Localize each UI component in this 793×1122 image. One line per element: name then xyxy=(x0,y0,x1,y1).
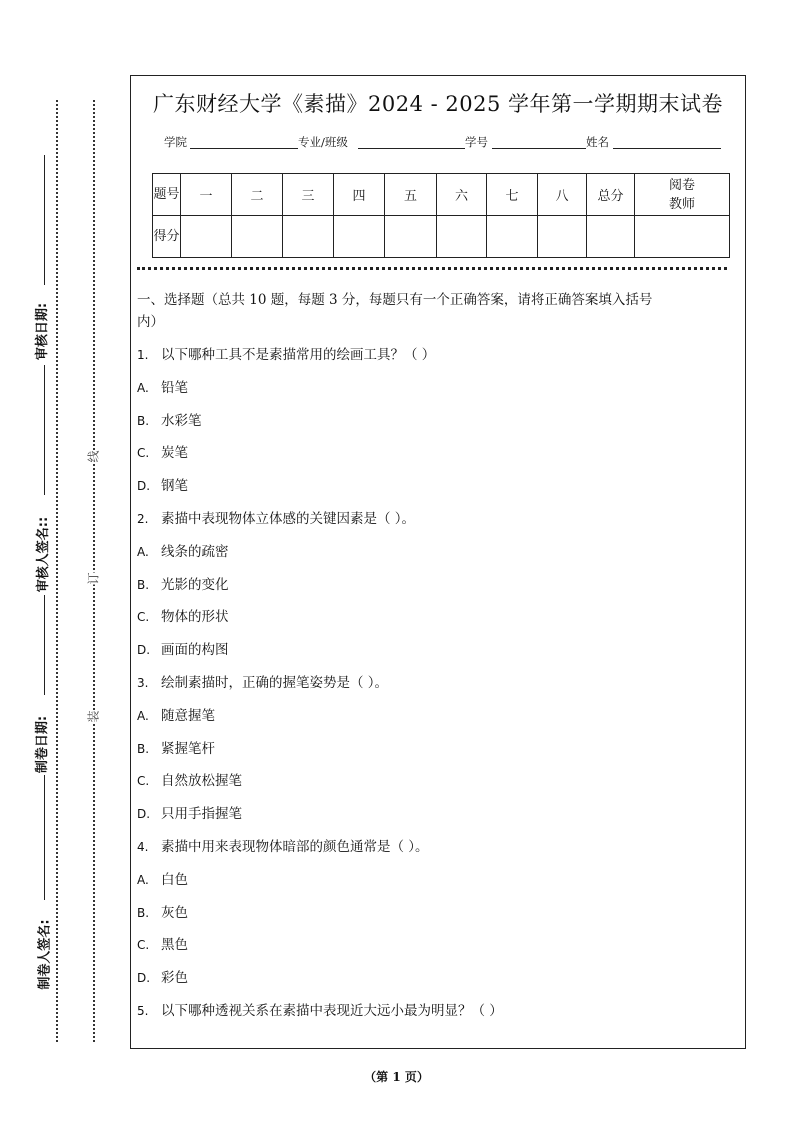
reviewer-date-label: 审核日期: xyxy=(35,302,51,361)
option-text: 钢笔 xyxy=(161,478,188,495)
student-id-label: 学号 xyxy=(465,135,488,149)
maker-signature-label: 制卷人签名: xyxy=(37,919,53,990)
score-cell[interactable] xyxy=(635,216,730,258)
option-letter: D. xyxy=(137,807,151,822)
score-table xyxy=(152,173,730,258)
option-text: 随意握笔 xyxy=(161,707,215,724)
option-letter: C. xyxy=(137,774,150,789)
option[interactable] xyxy=(137,405,737,438)
option-letter: A. xyxy=(137,380,149,395)
option[interactable] xyxy=(137,372,737,405)
score-cell[interactable] xyxy=(587,216,635,258)
option[interactable] xyxy=(137,601,737,634)
section-heading-line2: 内） xyxy=(137,314,164,330)
reviewer-date-line xyxy=(44,155,45,285)
score-cell[interactable] xyxy=(283,216,334,258)
option-letter: B. xyxy=(137,413,150,428)
score-cell[interactable] xyxy=(181,216,232,258)
question-2 xyxy=(137,503,737,536)
option-letter: C. xyxy=(137,610,150,625)
option-text: 自然放松握笔 xyxy=(161,773,242,790)
question-text: 以下哪种工具不是素描常用的绘画工具？（ ） xyxy=(161,347,436,363)
option-text: 水彩笔 xyxy=(161,412,202,429)
option-text: 黑色 xyxy=(161,937,188,954)
row-label-score: 得分 xyxy=(153,216,181,258)
col-total: 总分 xyxy=(587,174,635,216)
score-table-header-row xyxy=(153,174,730,216)
option[interactable] xyxy=(137,569,737,602)
option-text: 铅笔 xyxy=(161,379,188,396)
college-field[interactable] xyxy=(190,148,298,149)
option-text: 灰色 xyxy=(161,904,188,921)
grader-label: 阅卷教师 xyxy=(668,177,695,212)
option[interactable] xyxy=(137,437,737,470)
score-cell[interactable] xyxy=(385,216,437,258)
section-heading-line1: 一、选择题（总共 10 题，每题 3 分，每题只有一个正确答案，请将正确答案填入括号 xyxy=(137,292,653,308)
question-number: 3. xyxy=(137,675,149,690)
row-label-question-number: 题号 xyxy=(153,174,181,216)
col-2: 二 xyxy=(232,174,283,216)
question-text: 素描中用来表现物体暗部的颜色通常是（ ）。 xyxy=(161,838,429,855)
option[interactable] xyxy=(137,765,737,798)
name-field[interactable] xyxy=(613,148,721,149)
binding-dotted-line-outer xyxy=(56,100,58,1042)
option-letter: A. xyxy=(137,708,149,723)
score-cell[interactable] xyxy=(437,216,487,258)
col-7: 七 xyxy=(487,174,538,216)
college-label: 学院 xyxy=(164,135,187,149)
score-table-score-row xyxy=(153,216,730,258)
option-text: 物体的形状 xyxy=(161,609,229,626)
option[interactable] xyxy=(137,962,737,995)
question-number: 4. xyxy=(137,839,149,854)
question-text: 素描中表现物体立体感的关键因素是（ ）。 xyxy=(161,510,416,527)
exam-title: 广东财经大学《素描》2024 - 2025 学年第一学期期末试卷 xyxy=(152,92,723,116)
col-5: 五 xyxy=(385,174,437,216)
binding-char-bind: 装 xyxy=(86,710,101,723)
dotted-separator xyxy=(137,267,727,270)
reviewer-signature-line xyxy=(44,365,45,495)
major-class-label: 专业/班级 xyxy=(298,135,348,149)
col-3: 三 xyxy=(283,174,334,216)
questions-body xyxy=(137,289,737,1028)
question-4 xyxy=(137,831,737,864)
option[interactable] xyxy=(137,864,737,897)
maker-date-line xyxy=(44,595,45,695)
binding-dotted-line-inner xyxy=(93,100,95,1042)
exam-frame xyxy=(130,75,746,1049)
question-number: 2. xyxy=(137,511,149,526)
page-number: （第 1 页） xyxy=(364,1070,429,1084)
score-cell[interactable] xyxy=(334,216,385,258)
name-label: 姓名 xyxy=(586,135,609,149)
option-letter: C. xyxy=(137,446,150,461)
question-text: 以下哪种透视关系在素描中表现近大远小最为明显？（ ） xyxy=(161,1002,503,1019)
option[interactable] xyxy=(137,897,737,930)
option-letter: B. xyxy=(137,741,150,756)
question-number: 5. xyxy=(137,1003,149,1018)
question-1 xyxy=(137,339,737,372)
col-4: 四 xyxy=(334,174,385,216)
binding-char-line: 线 xyxy=(86,450,101,463)
option[interactable] xyxy=(137,929,737,962)
option-letter: A. xyxy=(137,872,149,887)
option[interactable] xyxy=(137,733,737,766)
option-text: 彩色 xyxy=(161,970,188,987)
option[interactable] xyxy=(137,700,737,733)
option-text: 紧握笔杆 xyxy=(161,740,215,757)
option-letter: D. xyxy=(137,971,151,986)
option-text: 画面的构图 xyxy=(161,642,229,659)
section-heading xyxy=(137,289,737,333)
student-id-field[interactable] xyxy=(492,148,586,149)
option-letter: D. xyxy=(137,643,151,658)
question-number: 1. xyxy=(137,348,149,362)
option-letter: D. xyxy=(137,479,151,494)
option-letter: A. xyxy=(137,544,149,559)
major-class-field[interactable] xyxy=(358,148,465,149)
option-text: 光影的变化 xyxy=(161,576,229,593)
reviewer-signature-label: 审核人签名:: xyxy=(36,516,52,593)
score-cell[interactable] xyxy=(232,216,283,258)
option[interactable] xyxy=(137,536,737,569)
option[interactable] xyxy=(137,634,737,667)
maker-date-label: 制卷日期: xyxy=(35,715,51,774)
question-3 xyxy=(137,667,737,700)
option-text: 炭笔 xyxy=(161,445,188,462)
option-text: 线条的疏密 xyxy=(161,543,229,560)
option[interactable] xyxy=(137,470,737,503)
col-1: 一 xyxy=(181,174,232,216)
maker-signature-line xyxy=(44,775,45,900)
option[interactable] xyxy=(137,798,737,831)
option-letter: B. xyxy=(137,905,150,920)
col-grader xyxy=(635,174,730,216)
option-letter: C. xyxy=(137,938,150,953)
score-cell[interactable] xyxy=(487,216,538,258)
binding-char-staple: 订 xyxy=(86,572,101,585)
score-cell[interactable] xyxy=(538,216,587,258)
col-6: 六 xyxy=(437,174,487,216)
question-text: 绘制素描时，正确的握笔姿势是（ ）。 xyxy=(161,674,389,691)
option-text: 白色 xyxy=(161,871,188,888)
col-8: 八 xyxy=(538,174,587,216)
option-text: 只用手指握笔 xyxy=(161,806,242,823)
question-5 xyxy=(137,995,737,1028)
option-letter: B. xyxy=(137,577,150,592)
